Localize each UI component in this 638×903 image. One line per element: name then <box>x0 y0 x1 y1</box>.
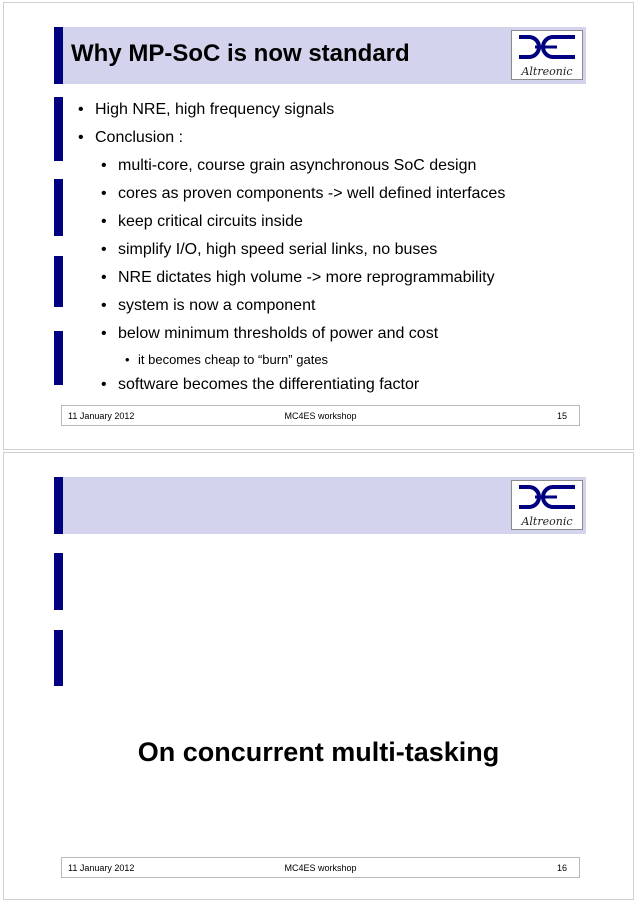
section-title: On concurrent multi-tasking <box>137 737 500 767</box>
slide-15 <box>3 2 634 450</box>
sub-bullet-item: • cores as proven components -> well defined interfaces <box>118 180 505 208</box>
sub-bullet-item: • multi-core, course grain asynchronous SoC design <box>118 152 505 180</box>
bullet-item: • High NRE, high frequency signals <box>95 96 505 124</box>
bullet-item: • Conclusion : <box>95 124 505 152</box>
logo-text: Altreonic <box>521 65 573 78</box>
logo-text: Altreonic <box>521 515 573 528</box>
left-accent-bar <box>54 630 63 686</box>
sub-bullet-item: • simplify I/O, high speed serial links, no buses <box>118 236 505 264</box>
title-accent-bar <box>54 27 63 84</box>
slide-16 <box>3 452 634 900</box>
altreonic-logo <box>511 30 583 80</box>
footer-date: 11 January 2012 <box>68 411 135 421</box>
slide-footer <box>61 857 580 878</box>
altreonic-logo <box>511 480 583 530</box>
sub-bullet-item: • software becomes the differentiating factor <box>118 371 505 399</box>
sub-bullet-item: • system is now a component <box>118 292 505 320</box>
left-accent-bar <box>54 256 63 307</box>
sub-bullet-item: • below minimum thresholds of power and cost <box>118 320 505 348</box>
footer-page-number: 16 <box>556 863 567 873</box>
sub-bullet-item: • keep critical circuits inside <box>118 208 505 236</box>
slide-footer <box>61 405 580 426</box>
slide-title: Why MP-SoC is now standard <box>71 40 410 67</box>
bullet-list <box>70 96 505 399</box>
left-accent-bar <box>54 97 63 161</box>
footer-date: 11 January 2012 <box>68 863 135 873</box>
footer-page-number: 15 <box>556 411 567 421</box>
footer-event: MC4ES workshop <box>284 863 357 873</box>
left-accent-bar <box>54 179 63 236</box>
sub-sub-bullet-item: • it becomes cheap to “burn” gates <box>138 348 505 371</box>
title-accent-bar <box>54 477 63 534</box>
dc-logo-icon <box>517 34 577 64</box>
dc-logo-icon <box>517 484 577 514</box>
sub-bullet-item: • NRE dictates high volume -> more reprogrammability <box>118 264 505 292</box>
left-accent-bar <box>54 331 63 385</box>
footer-event: MC4ES workshop <box>284 411 357 421</box>
left-accent-bar <box>54 553 63 610</box>
title-band <box>55 477 586 534</box>
